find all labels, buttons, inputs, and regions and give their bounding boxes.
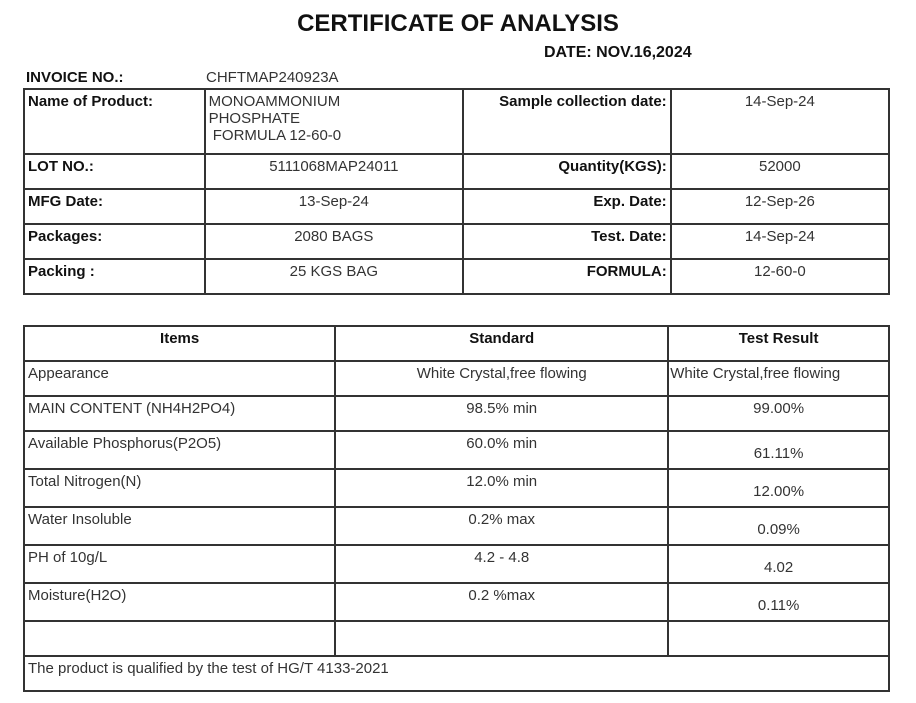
item-cell: Available Phosphorus(P2O5)	[24, 431, 335, 469]
table-row	[24, 396, 889, 431]
table-row	[24, 361, 889, 396]
document-date: DATE: NOV.16,2024	[544, 44, 692, 61]
analysis-table	[23, 325, 890, 692]
document-title: CERTIFICATE OF ANALYSIS	[297, 10, 619, 37]
table-row	[24, 545, 889, 583]
product-label: Name of Product:	[24, 89, 205, 154]
header-test-result: Test Result	[668, 326, 889, 361]
mfg-date-value: 13-Sep-24	[205, 189, 464, 224]
result-cell	[668, 621, 889, 656]
table-row	[24, 469, 889, 507]
standard-cell: 4.2 - 4.8	[335, 545, 668, 583]
table-row-empty	[24, 621, 889, 656]
product-line-1: MONOAMMONIUM	[208, 93, 341, 110]
result-cell: 12.00%	[668, 469, 889, 507]
table-row	[24, 583, 889, 621]
mfg-row	[24, 189, 889, 224]
item-cell: Appearance	[24, 361, 335, 396]
standard-cell: White Crystal,free flowing	[335, 361, 668, 396]
packing-value: 25 KGS BAG	[205, 259, 464, 294]
standard-cell	[335, 621, 668, 656]
lot-label: LOT NO.:	[24, 154, 205, 189]
result-cell: 0.11%	[668, 583, 889, 621]
qualification-note: The product is qualified by the test of HG/T 4133-2021	[24, 656, 889, 691]
packages-value: 2080 BAGS	[205, 224, 464, 259]
test-date-value: 14-Sep-24	[671, 224, 889, 259]
formula-label: FORMULA:	[463, 259, 671, 294]
standard-cell: 0.2 %max	[335, 583, 668, 621]
invoice-value: CHFTMAP240923A	[206, 69, 339, 86]
standard-cell: 98.5% min	[335, 396, 668, 431]
table-row	[24, 431, 889, 469]
quantity-label: Quantity(KGS):	[463, 154, 671, 189]
exp-date-label: Exp. Date:	[463, 189, 671, 224]
product-line-2: PHOSPHATE	[208, 110, 300, 127]
item-cell: Water Insoluble	[24, 507, 335, 545]
item-cell	[24, 621, 335, 656]
product-info-table	[23, 88, 890, 295]
packing-row	[24, 259, 889, 294]
product-value	[205, 89, 464, 154]
standard-cell: 0.2% max	[335, 507, 668, 545]
product-line-3: FORMULA 12-60-0	[208, 127, 342, 144]
item-cell: PH of 10g/L	[24, 545, 335, 583]
result-cell: 99.00%	[668, 396, 889, 431]
item-cell: Total Nitrogen(N)	[24, 469, 335, 507]
exp-date-value: 12-Sep-26	[671, 189, 889, 224]
item-cell: Moisture(H2O)	[24, 583, 335, 621]
result-cell: 4.02	[668, 545, 889, 583]
lot-row	[24, 154, 889, 189]
table-row	[24, 507, 889, 545]
header-items: Items	[24, 326, 335, 361]
footer-row	[24, 656, 889, 691]
packing-label: Packing :	[24, 259, 205, 294]
item-cell: MAIN CONTENT (NH4H2PO4)	[24, 396, 335, 431]
header-standard: Standard	[335, 326, 668, 361]
test-date-label: Test. Date:	[463, 224, 671, 259]
packages-label: Packages:	[24, 224, 205, 259]
result-cell: White Crystal,free flowing	[668, 361, 889, 396]
sample-date-label: Sample collection date:	[463, 89, 671, 154]
sample-date-value: 14-Sep-24	[671, 89, 889, 154]
product-row	[24, 89, 889, 154]
result-cell: 61.11%	[668, 431, 889, 469]
analysis-header-row	[24, 326, 889, 361]
mfg-date-label: MFG Date:	[24, 189, 205, 224]
standard-cell: 12.0% min	[335, 469, 668, 507]
standard-cell: 60.0% min	[335, 431, 668, 469]
invoice-label: INVOICE NO.:	[26, 69, 124, 86]
result-cell: 0.09%	[668, 507, 889, 545]
quantity-value: 52000	[671, 154, 889, 189]
formula-value: 12-60-0	[671, 259, 889, 294]
packages-row	[24, 224, 889, 259]
lot-value: 5111068MAP24011	[205, 154, 464, 189]
